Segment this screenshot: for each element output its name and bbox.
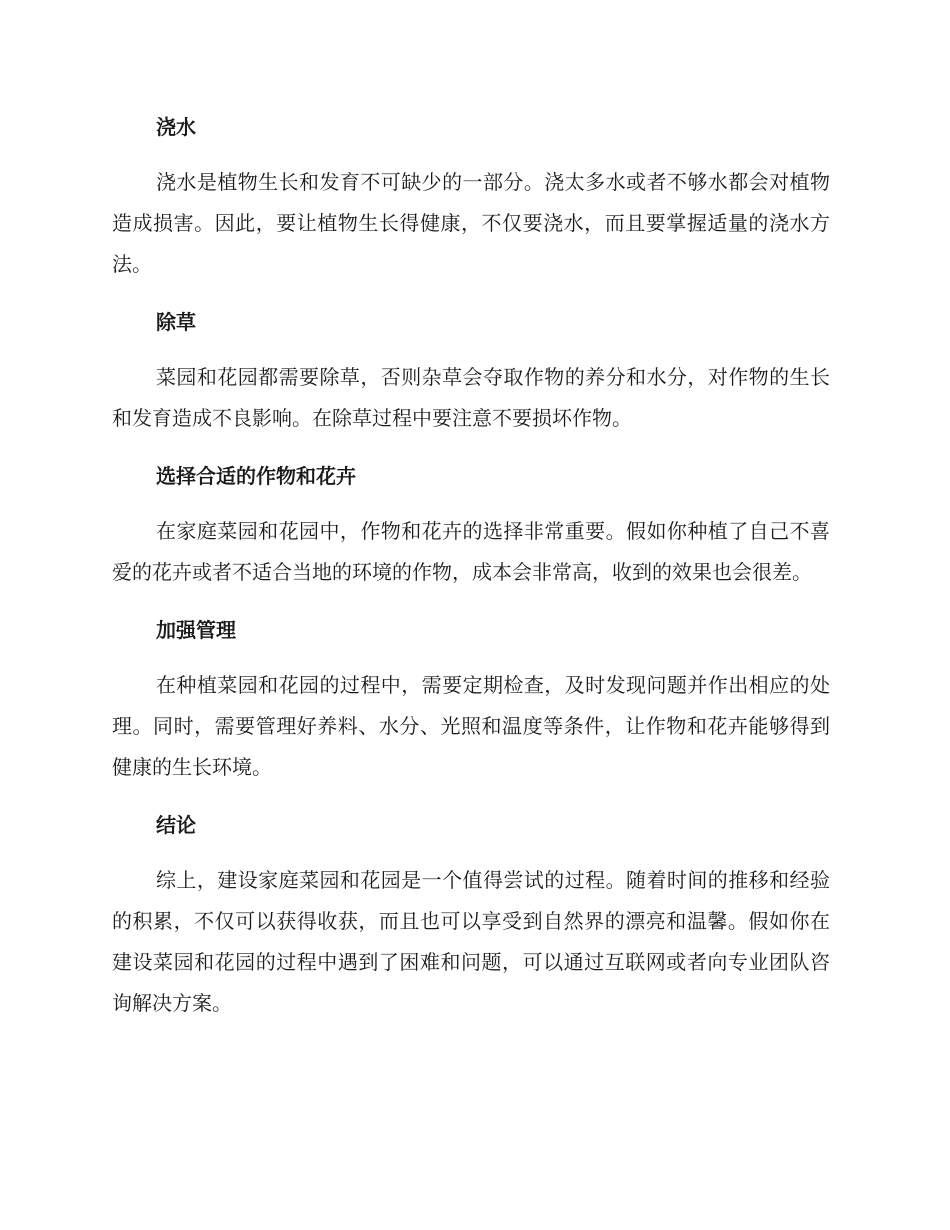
section-paragraph: 菜园和花园都需要除草，否则杂草会夺取作物的养分和水分，对作物的生长和发育造成不良影响。在除草过程中要注意不要损坏作物。 — [112, 365, 830, 430]
section-paragraph: 在种植菜园和花园的过程中，需要定期检查，及时发现问题并作出相应的处理。同时，需要管理好养料、水分、光照和温度等条件，让作物和花卉能够得到健康的生长环境。 — [112, 673, 830, 779]
section-heading: 加强管理 — [156, 618, 236, 642]
section-choose-plants — [112, 457, 830, 593]
section-conclusion — [112, 806, 830, 1024]
section-paragraph: 浇水是植物生长和发育不可缺少的一部分。浇太多水或者不够水都会对植物造成损害。因此，要让植物生长得健康，不仅要浇水，而且要掌握适量的浇水方法。 — [112, 170, 830, 276]
section-paragraph: 在家庭菜园和花园中，作物和花卉的选择非常重要。假如你种植了自己不喜爱的花卉或者不适合当地的环境的作物，成本会非常高，收到的效果也会很差。 — [112, 519, 830, 584]
section-management — [112, 611, 830, 788]
section-heading: 结论 — [156, 813, 196, 837]
section-paragraph: 综上，建设家庭菜园和花园是一个值得尝试的过程。随着时间的推移和经验的积累，不仅可以获得收获，而且也可以享受到自然界的漂亮和温馨。假如你在建设菜园和花园的过程中遇到了困难和问题，可以通过互联网或者向专业团队咨询解决方案。 — [112, 868, 830, 1015]
section-weeding — [112, 303, 830, 439]
document-content — [112, 108, 830, 1024]
section-heading: 选择合适的作物和花卉 — [156, 464, 356, 488]
section-heading: 除草 — [156, 310, 196, 334]
section-heading: 浇水 — [156, 115, 196, 139]
section-watering — [112, 108, 830, 285]
